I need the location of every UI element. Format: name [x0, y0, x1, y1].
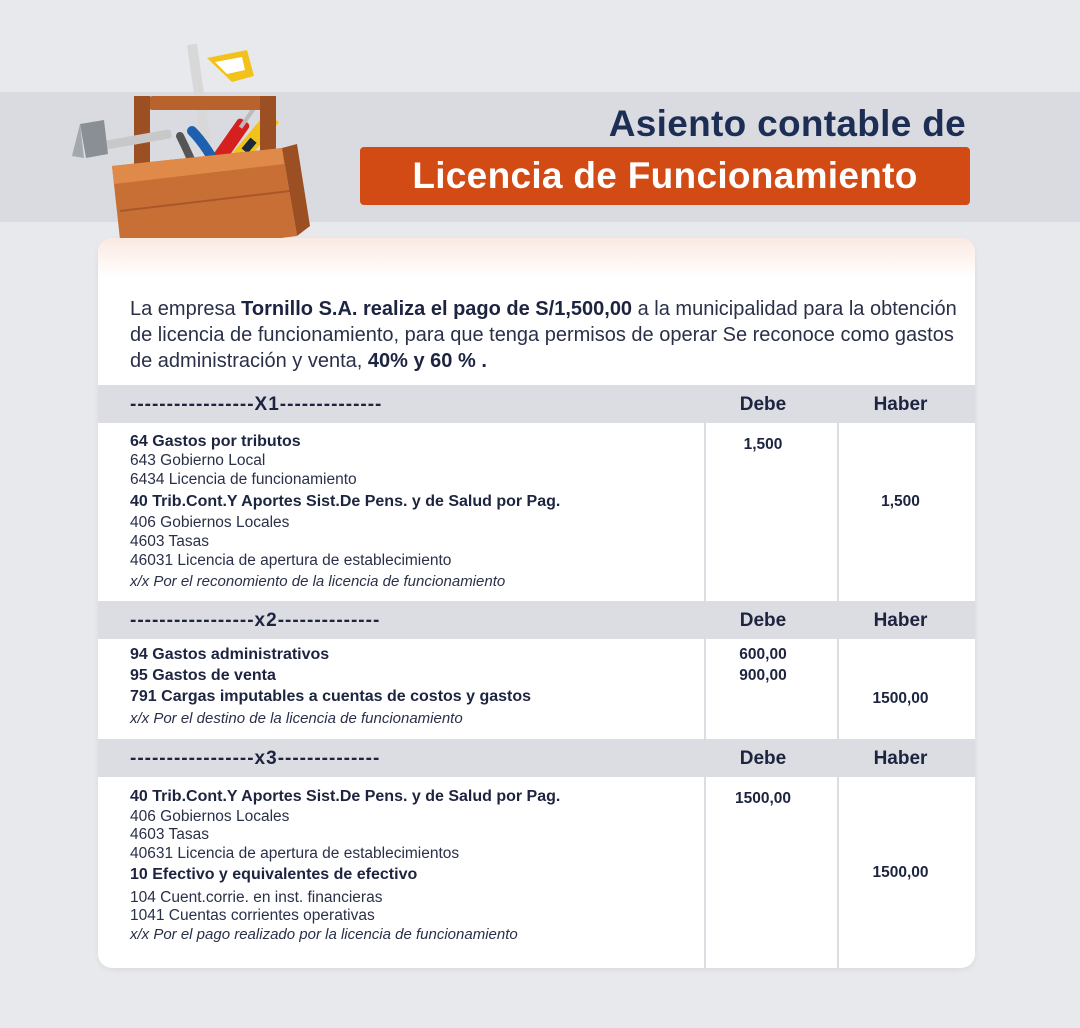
entry-line: 40 Trib.Cont.Y Aportes Sist.De Pens. y de Salud por Pag.	[130, 788, 561, 805]
entry-line: 104 Cuent.corrie. en inst. financieras	[130, 889, 383, 906]
haber-header: Haber	[873, 748, 928, 769]
entry-line: 94 Gastos administrativos	[130, 646, 330, 663]
haber-amount: 1500,00	[872, 864, 929, 881]
entry-line: 40 Trib.Cont.Y Aportes Sist.De Pens. y de Salud por Pag.	[130, 493, 561, 510]
entry-gloss: x/x Por el pago realizado por la licencia de funcionamiento	[130, 926, 518, 943]
intro-company: Tornillo S.A.	[241, 298, 358, 320]
title-line-2: Licencia de Funcionamiento	[360, 147, 970, 205]
hammer-icon	[72, 120, 172, 158]
entry-line: 406 Gobiernos Locales	[130, 808, 290, 825]
entry-line: 643 Gobierno Local	[130, 452, 266, 469]
column-divider	[837, 639, 839, 739]
entry-line: 6434 Licencia de funcionamiento	[130, 471, 357, 488]
section-header-x2	[98, 601, 975, 639]
section-header-x3	[98, 739, 975, 777]
haber-header: Haber	[873, 394, 928, 415]
entry-line: 4603 Tasas	[130, 826, 209, 843]
intro-amount: realiza el pago de S/1,500,00	[357, 298, 633, 320]
debe-header: Debe	[739, 394, 787, 415]
section-label: -----------------x2--------------	[130, 610, 381, 631]
haber-amount: 1,500	[881, 493, 920, 510]
entry-line: 46031 Licencia de apertura de establecimiento	[130, 552, 452, 569]
debe-amount: 600,00	[739, 646, 787, 663]
intro-part-1: La empresa	[130, 298, 242, 320]
entry-line: 1041 Cuentas corrientes operativas	[130, 907, 375, 924]
entry-line: 4603 Tasas	[130, 533, 209, 550]
entry-line: 64 Gastos por tributos	[130, 433, 301, 450]
column-divider	[837, 423, 839, 601]
debe-amount: 1500,00	[734, 790, 792, 807]
entry-gloss: x/x Por el reconomiento de la licencia de funcionamiento	[130, 573, 506, 590]
entry-line: 95 Gastos de venta	[130, 667, 276, 684]
haber-amount: 1500,00	[872, 690, 929, 707]
debe-amount: 1,500	[743, 436, 783, 453]
card-top-tint	[98, 238, 975, 278]
section-label: -----------------x3--------------	[130, 748, 381, 769]
debe-header: Debe	[739, 610, 787, 631]
intro-part-3: a la municipalidad para la obtención de licencia de funcionamiento, para que tenga permisos de operar Se reconoce como gastos de administración y venta,	[130, 298, 957, 372]
journal-card	[98, 238, 975, 968]
section-label: -----------------X1--------------	[130, 394, 383, 415]
entry-gloss: x/x Por el destino de la licencia de funcionamiento	[130, 710, 463, 727]
entry-line: 406 Gobiernos Locales	[130, 514, 290, 531]
section-header-x1	[98, 385, 975, 423]
entry-line: 40631 Licencia de apertura de establecimientos	[130, 845, 460, 862]
intro-text	[130, 296, 960, 374]
entry-line: 10 Efectivo y equivalentes de efectivo	[130, 866, 418, 883]
debe-amount: 900,00	[739, 667, 787, 684]
toolbox-icon	[72, 36, 312, 266]
title-line-1: Asiento contable de	[608, 103, 966, 144]
haber-header: Haber	[873, 610, 928, 631]
intro-percentages: 40% y 60 % .	[367, 350, 487, 372]
debe-header: Debe	[739, 748, 787, 769]
entry-line: 791 Cargas imputables a cuentas de costos y gastos	[130, 688, 532, 705]
